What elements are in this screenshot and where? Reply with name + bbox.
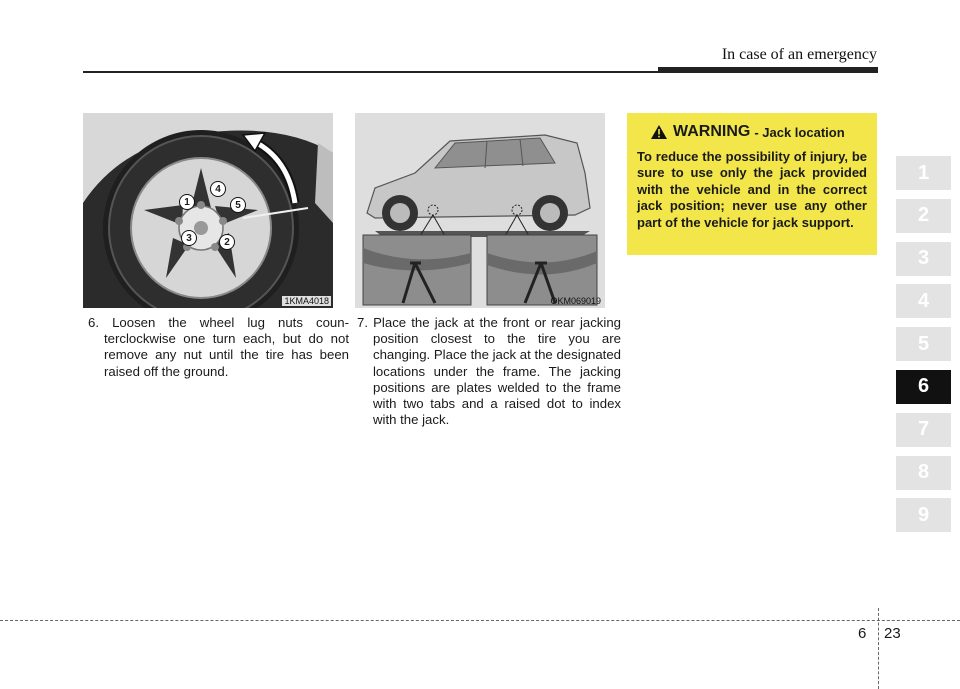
chapter-tab-8[interactable]: 8 xyxy=(896,456,951,490)
wheel-illustration xyxy=(83,113,333,308)
step-6-text: 6. Loosen the wheel lug nuts counterclockwise one turn each, but do not remove any nut until the tire has been raised off the ground. xyxy=(88,315,349,379)
page-header-title: In case of an emergency xyxy=(721,46,877,63)
chapter-tab-7[interactable]: 7 xyxy=(896,413,951,447)
figure-code: 1KMA4018 xyxy=(284,296,329,306)
header-rule-accent xyxy=(658,67,878,72)
wheel-lug-nut-figure xyxy=(83,113,333,308)
warning-box xyxy=(627,113,877,255)
footer-chapter-number: 6 xyxy=(858,625,867,642)
chapter-tab-2[interactable]: 2 xyxy=(896,199,951,233)
jacking-position-figure xyxy=(355,113,605,308)
warning-triangle-icon xyxy=(651,125,667,139)
callout-2: 2 xyxy=(219,234,235,250)
warning-header xyxy=(651,123,867,141)
chapter-tab-6-active[interactable]: 6 xyxy=(896,370,951,404)
callout-5: 5 xyxy=(230,197,246,213)
chapter-tab-list xyxy=(896,156,951,541)
chapter-tab-5[interactable]: 5 xyxy=(896,327,951,361)
footer-divider xyxy=(878,608,879,689)
figure-code: OKM069019 xyxy=(550,296,601,306)
warning-label: WARNING xyxy=(673,123,751,140)
warning-body: To reduce the possibility of injury, be sure to use only the jack provided with the vehicle and in the correct jack position; never use any other part of the vehicle for jack support. xyxy=(637,149,867,230)
chapter-tab-3[interactable]: 3 xyxy=(896,242,951,276)
chapter-tab-4[interactable]: 4 xyxy=(896,284,951,318)
callout-1: 1 xyxy=(179,194,195,210)
warning-subtitle: - Jack location xyxy=(754,124,845,140)
chapter-tab-1[interactable]: 1 xyxy=(896,156,951,190)
chapter-tab-9[interactable]: 9 xyxy=(896,498,951,532)
step-7-text: 7. Place the jack at the front or rear jacking position closest to the tire you are changing. Place the jack at the designated locations under the frame. The jacking positions are plates welded to the frame with two tabs and a raised dot to index with the jack. xyxy=(357,315,621,428)
footer-page-number: 23 xyxy=(884,625,901,642)
footer-rule xyxy=(0,620,960,621)
suv-jack-illustration xyxy=(355,113,605,308)
callout-4: 4 xyxy=(210,181,226,197)
callout-3: 3 xyxy=(181,230,197,246)
